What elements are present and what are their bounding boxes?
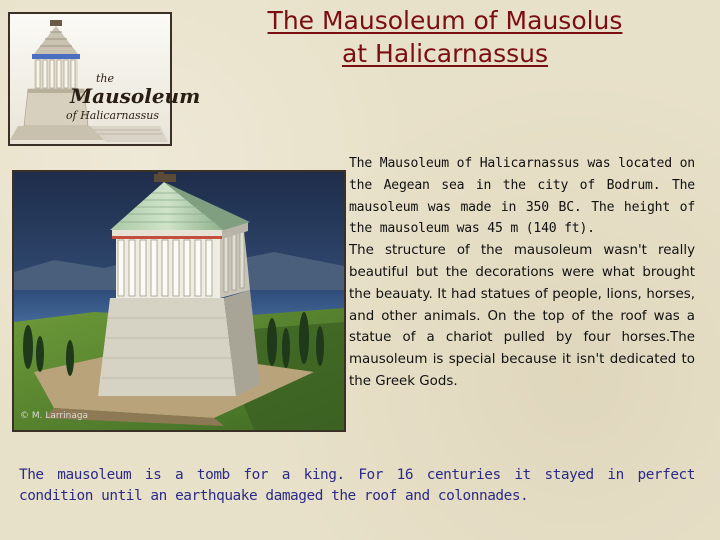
mausoleum-illustration (12, 170, 346, 432)
description-text (349, 153, 695, 393)
photo-credit: © M. Larrinaga (20, 411, 89, 421)
logo-text-the: the (96, 72, 115, 85)
slide-title (200, 4, 690, 70)
footer-paragraph: The mausoleum is a tomb for a king. For 16 centuries it stayed in perfect condition until an earthquake damaged the roof and colonnades. (19, 467, 695, 504)
title-line-2: at Halicarnassus (341, 39, 549, 68)
paragraph-location: The Mausoleum of Halicarnassus was located on the Aegean sea in the city of Bodrum. The mausoleum was made in 350 BC. The height of the mausoleum was 45 m (140 ft). (349, 156, 695, 237)
logo-mausoleum-drawing (10, 14, 170, 144)
mausoleum-logo-image (8, 12, 201, 146)
logo-text-of-halicarnassus: of Halicarnassus (66, 109, 160, 122)
title-line-1: The Mausoleum of Mausolus (267, 6, 623, 35)
mausoleum-scene-drawing (14, 172, 344, 430)
paragraph-structure: The structure of the mausoleum wasn't really beautiful but the decorations were what brought the beauaty. It had statues of people, lions, horses, and other animals. On the top of the roof was a statue of a chariot pulled by four horses.The mausoleum is special because it isn't dedicated to the Greek Gods. (349, 243, 695, 389)
logo-text-mausoleum: Mausoleum (70, 84, 201, 108)
